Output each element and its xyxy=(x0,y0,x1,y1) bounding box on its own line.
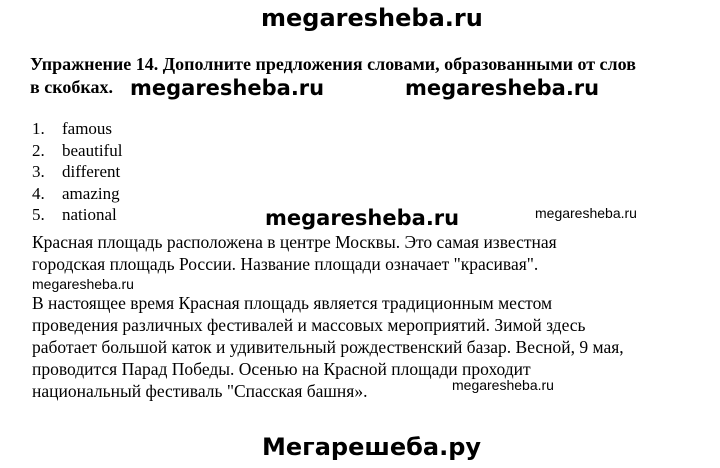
watermark-heading-1: megaresheba.ru xyxy=(130,76,325,100)
watermark-bottom: Мегарешеба.ру xyxy=(262,433,482,461)
list-item xyxy=(32,118,122,140)
watermark-heading-2: megaresheba.ru xyxy=(405,76,600,100)
paragraph2-line4: проводится Парад Победы. Осенью на Красной площади проходит xyxy=(32,359,531,379)
list-item-number: 5. xyxy=(32,205,45,224)
exercise-title-line1: Упражнение 14. Дополните предложения словами, образованными от слов xyxy=(30,54,636,74)
paragraph1-line2: городская площадь России. Название площади означает "красивая". xyxy=(32,254,539,274)
paragraph2-line5: национальный фестиваль "Спасская башня». xyxy=(32,381,368,401)
list-item-word: national xyxy=(62,205,117,224)
list-item-number: 2. xyxy=(32,140,45,160)
list-item-number: 3. xyxy=(32,162,45,181)
list-item-number: 4. xyxy=(32,183,45,203)
list-item-word: famous xyxy=(62,119,113,138)
list-item xyxy=(32,161,122,183)
list-item xyxy=(32,140,122,162)
list-item-word: different xyxy=(62,162,121,181)
watermark-top: megaresheba.ru xyxy=(261,4,483,32)
watermark-mid-small: megaresheba.ru xyxy=(535,205,637,221)
paragraph1-line1: Красная площадь расположена в центре Москвы. Это самая известная xyxy=(32,232,557,252)
list-item-word: beautiful xyxy=(62,140,123,160)
list-item-word: amazing xyxy=(62,183,120,203)
paragraph2-line3: работает большой каток и удивительный рождественский базар. Весной, 9 мая, xyxy=(32,337,624,357)
watermark-mid-large: megaresheba.ru xyxy=(265,206,460,230)
paragraph2-line1: В настоящее время Красная площадь является традиционным местом xyxy=(32,293,553,313)
paragraph2-line2: проведения различных фестивалей и массовых мероприятий. Зимой здесь xyxy=(32,315,586,335)
answer-list xyxy=(32,118,122,226)
watermark-left-small: megaresheba.ru xyxy=(32,276,134,292)
list-item xyxy=(32,183,122,205)
exercise-title-line2: в скобках. xyxy=(30,77,113,97)
list-item-number: 1. xyxy=(32,119,45,138)
list-item xyxy=(32,204,122,226)
watermark-lower-small: megaresheba.ru xyxy=(452,377,554,393)
